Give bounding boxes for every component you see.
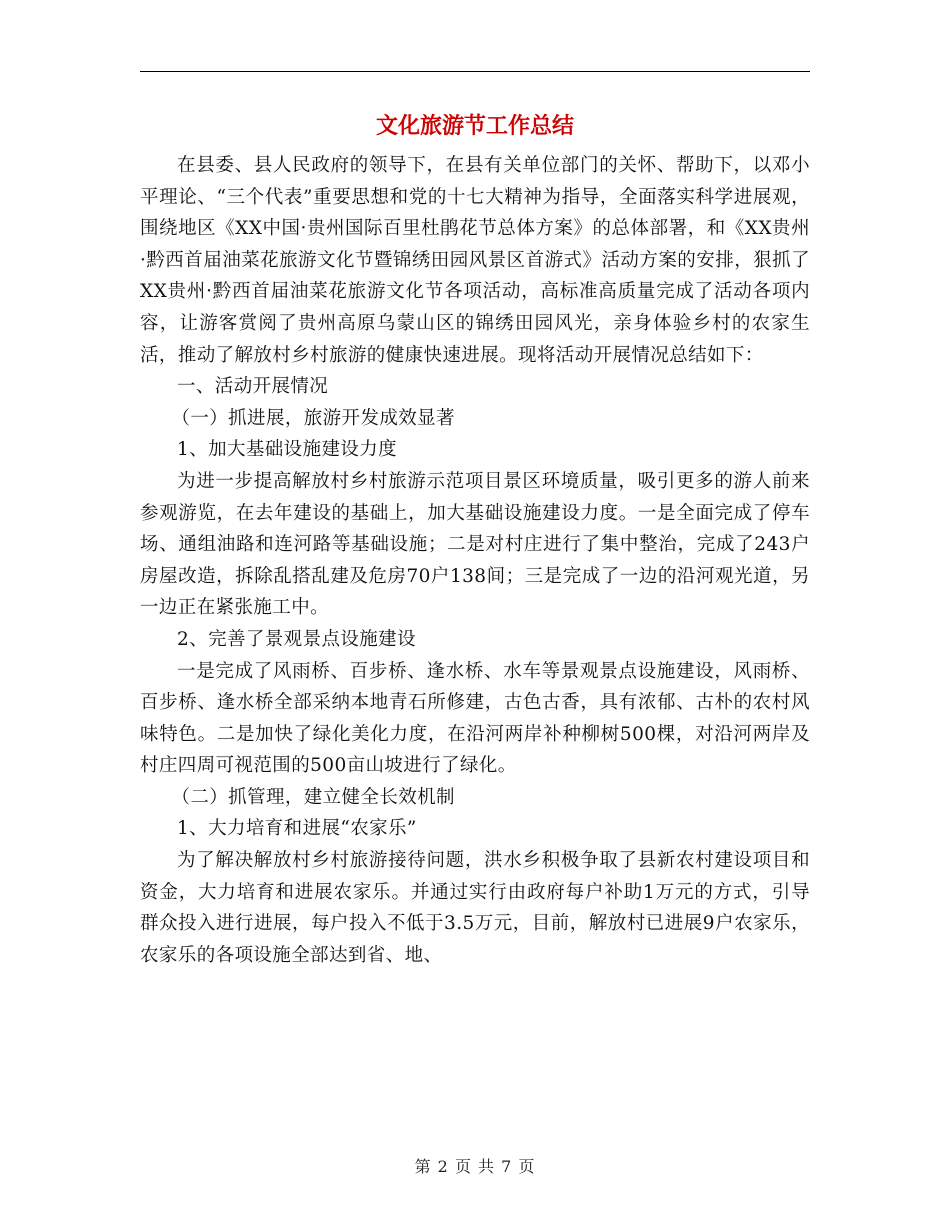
document-body bbox=[140, 150, 810, 971]
paragraph-scenic-spots: 一是完成了风雨桥、百步桥、逢水桥、水车等景观景点设施建设，风雨桥、百步桥、逢水桥全部采纳本地青石所修建，古色古香，具有浓郁、古朴的农村风味特色。二是加快了绿化美化力度，在沿河两岸补种柳树500棵，对沿河两岸及村庄四周可视范围的500亩山坡进行了绿化。 bbox=[140, 660, 810, 777]
subsection-heading-1: （一）抓进展，旅游开发成效显著 bbox=[171, 407, 455, 429]
paragraph-farmhouse: 为了解决解放村乡村旅游接待问题，洪水乡积极争取了县新农村建设项目和资金，大力培育和进展农家乐。并通过实行由政府每户补助1万元的方式，引导群众投入进行进展，每户投入不低于3.5万元，目前，解放村已进展9户农家乐，农家乐的各项设施全部达到省、地、 bbox=[140, 850, 810, 966]
page-number: 第 2 页 共 7 页 bbox=[414, 1157, 536, 1176]
paragraph-infrastructure: 为进一步提高解放村乡村旅游示范项目景区环境质量，吸引更多的游人前来参观游览，在去年建设的基础上，加大基础设施建设力度。一是全面完成了停车场、通组油路和连河路等基础设施；二是对村庄进行了集中整治，完成了243户房屋改造，拆除乱搭乱建及危房70户138间；三是完成了一边的沿河观光道，另一边正在紧张施工中。 bbox=[140, 470, 810, 619]
header-rule bbox=[140, 71, 810, 72]
item-heading-1-2: 2、完善了景观景点设施建设 bbox=[177, 628, 416, 650]
document-title: 文化旅游节工作总结 bbox=[375, 113, 574, 139]
section-heading-1: 一、活动开展情况 bbox=[177, 376, 329, 398]
item-heading-2-1: 1、大力培育和进展“农家乐” bbox=[177, 818, 417, 840]
item-heading-1-1: 1、加大基础设施建设力度 bbox=[177, 439, 398, 461]
paragraph-intro: 在县委、县人民政府的领导下，在县有关单位部门的关怀、帮助下，以邓小平理论、“三个代表”重要思想和党的十七大精神为指导，全面落实科学进展观，围绕地区《XX中国·贵州国际百里杜鹃花节总体方案》的总体部署，和《XX贵州·黔西首届油菜花旅游文化节暨锦绣田园风景区首游式》活动方案的安排，狠抓了XX贵州·黔西首届油菜花旅游文化节各项活动，高标准高质量完成了活动各项内容，让游客赏阅了贵州高原乌蒙山区的锦绣田园风光，亲身体验乡村的农家生活，推动了解放村乡村旅游的健康快速进展。现将活动开展情况总结如下： bbox=[140, 155, 810, 366]
subsection-heading-2: （二）抓管理，建立健全长效机制 bbox=[171, 786, 455, 808]
